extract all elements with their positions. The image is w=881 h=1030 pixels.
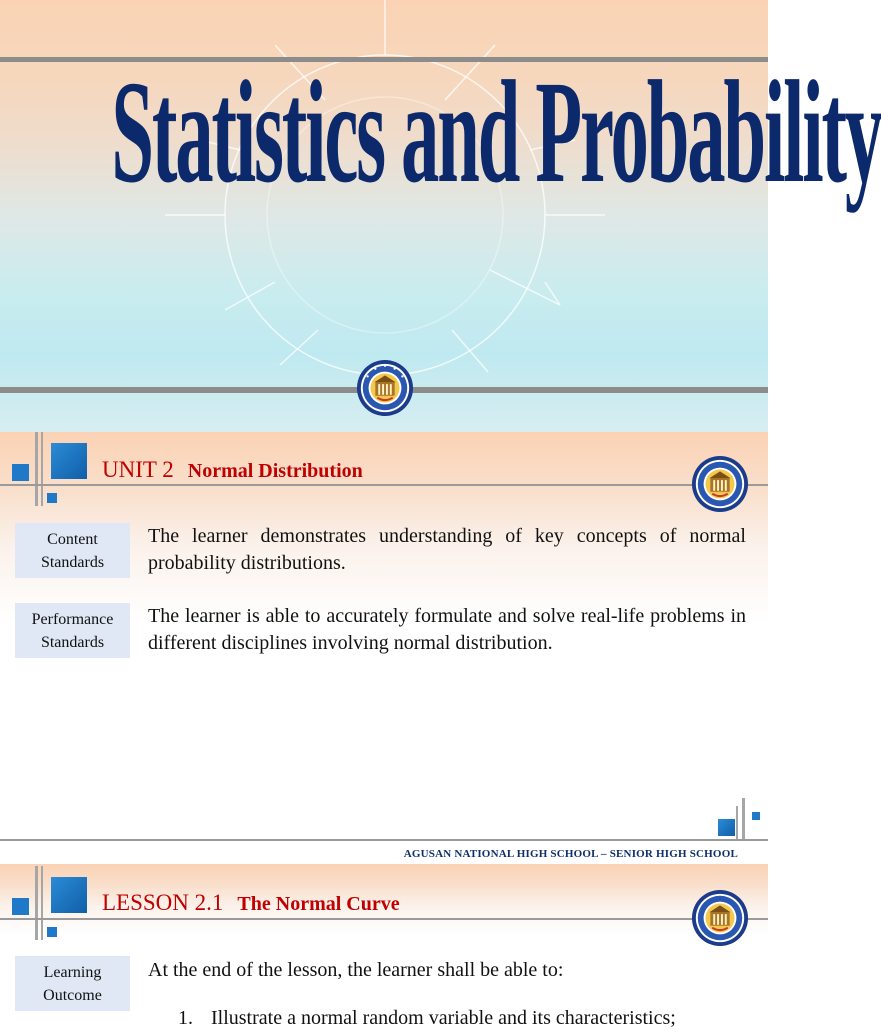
lesson-intro-text: At the end of the lesson, the learner shall be able to: — [148, 959, 564, 981]
vertical-accent-bar — [35, 432, 38, 506]
footer-accent-bar — [742, 798, 745, 840]
accent-square-medium — [12, 464, 29, 481]
school-seal-icon — [691, 455, 749, 518]
performance-standards-label: Performance Standards — [15, 603, 130, 658]
unit-heading — [102, 457, 363, 483]
lesson-heading — [102, 890, 400, 916]
vertical-accent-bar — [35, 866, 38, 940]
header-divider-line — [0, 918, 768, 920]
school-seal-icon — [356, 359, 414, 422]
footer-divider-line — [0, 839, 768, 841]
school-seal-icon — [691, 889, 749, 952]
presentation-title: Statistics and Probability — [111, 51, 881, 214]
unit-topic: Normal Distribution — [187, 460, 363, 482]
performance-standards-text: The learner is able to accurately formulate and solve real-life problems in different disciplines involving normal distribution. — [148, 605, 746, 654]
accent-square-medium — [12, 898, 29, 915]
unit-slide — [0, 432, 768, 864]
list-item-text: Illustrate a normal random variable and its characteristics; — [211, 1007, 676, 1029]
lesson-topic: The Normal Curve — [237, 893, 400, 915]
content-standards-text: The learner demonstrates understanding of key concepts of normal probability distributions. — [148, 525, 746, 574]
accent-square-large — [51, 877, 87, 913]
vertical-accent-bar — [41, 866, 43, 940]
unit-label: UNIT 2 — [102, 457, 174, 482]
accent-square-small — [47, 493, 57, 503]
list-item — [178, 1007, 676, 1030]
header-divider-line — [0, 484, 768, 486]
content-standards-label: Content Standards — [15, 523, 130, 578]
learning-outcome-label: Learning Outcome — [15, 956, 130, 1011]
accent-square-small — [47, 927, 57, 937]
footer-accent-square — [718, 819, 735, 836]
lesson-label: LESSON 2.1 — [102, 890, 224, 915]
list-item-number: 1. — [178, 1007, 193, 1029]
title-slide — [0, 0, 881, 432]
footer-accent-bar — [736, 806, 738, 840]
lesson-slide — [0, 864, 768, 1029]
school-footer: AGUSAN NATIONAL HIGH SCHOOL – SENIOR HIGH SCHOOL — [403, 848, 738, 860]
vertical-accent-bar — [41, 432, 43, 506]
footer-accent-square-small — [752, 812, 760, 820]
accent-square-large — [51, 443, 87, 479]
